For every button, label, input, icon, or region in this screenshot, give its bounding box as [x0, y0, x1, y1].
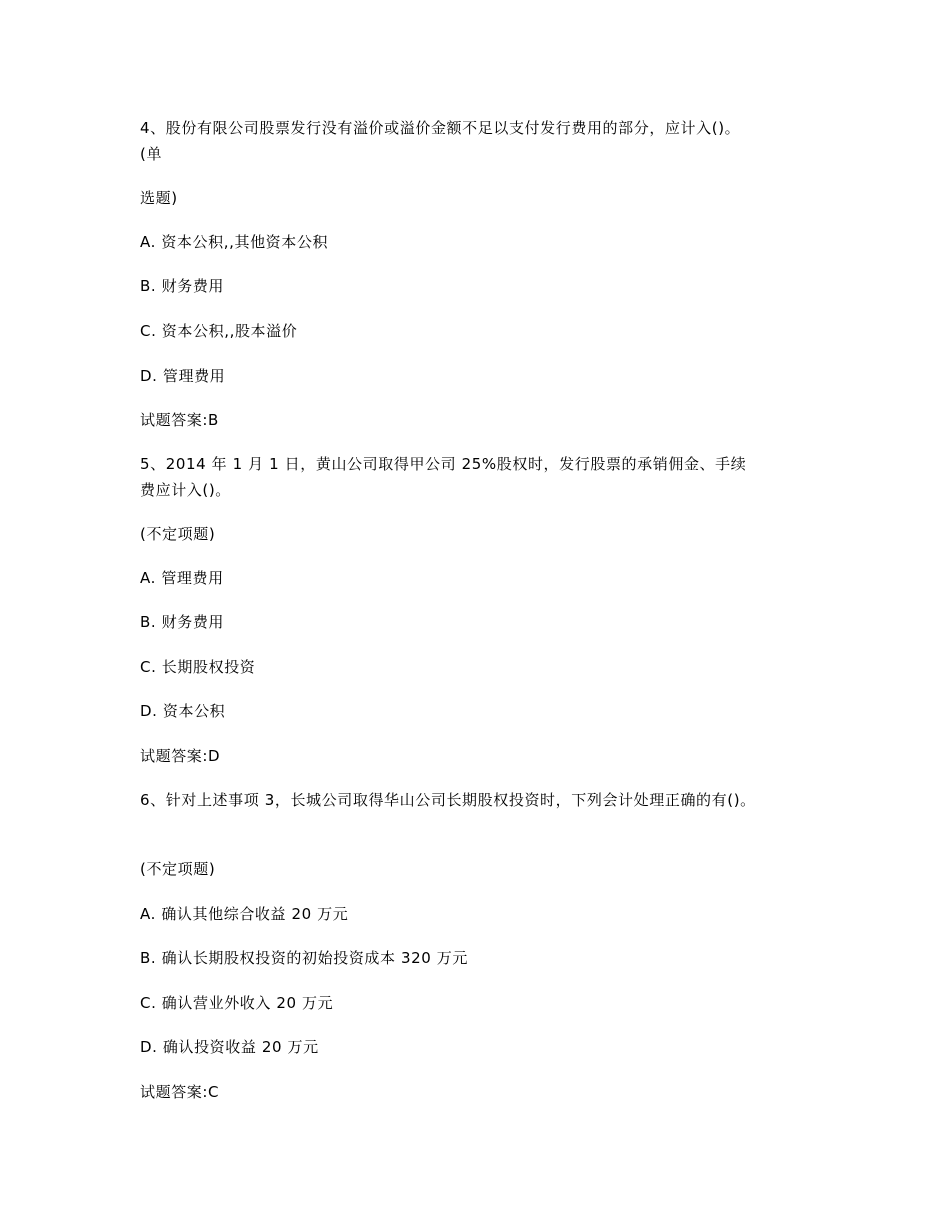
question-4-option-b: B. 财务费用 [140, 277, 225, 295]
question-4-stem-line2: (单 [140, 145, 163, 163]
question-6-option-a: A. 确认其他综合收益 20 万元 [140, 905, 349, 923]
question-4-option-a: A. 资本公积,,其他资本公积 [140, 233, 329, 251]
question-4-type-label: 选题) [140, 189, 178, 207]
question-5-type-label: (不定项题) [140, 525, 216, 543]
question-6-option-c: C. 确认营业外收入 20 万元 [140, 994, 334, 1012]
question-6-option-b: B. 确认长期股权投资的初始投资成本 320 万元 [140, 949, 468, 967]
question-4-option-c: C. 资本公积,,股本溢价 [140, 322, 298, 340]
question-5-answer: 试题答案:D [140, 747, 221, 765]
question-6-stem-line1: 6、针对上述事项 3，长城公司取得华山公司长期股权投资时，下列会计处理正确的有()。 [140, 791, 756, 809]
question-5-option-d: D. 资本公积 [140, 702, 226, 720]
question-5-option-b: B. 财务费用 [140, 613, 225, 631]
question-6-option-d: D. 确认投资收益 20 万元 [140, 1038, 319, 1056]
question-6-answer: 试题答案:C [140, 1083, 220, 1101]
question-4-answer: 试题答案:B [140, 411, 219, 429]
question-4-option-d: D. 管理费用 [140, 367, 226, 385]
question-5-stem-line1: 5、2014 年 1 月 1 日，黄山公司取得甲公司 25%股权时，发行股票的承销佣金、手续 [140, 455, 747, 473]
question-5-option-a: A. 管理费用 [140, 569, 224, 587]
question-5-stem-line2: 费应计入()。 [140, 481, 231, 499]
question-5-option-c: C. 长期股权投资 [140, 658, 256, 676]
question-4-stem-line1: 4、股份有限公司股票发行没有溢价或溢价金额不足以支付发行费用的部分，应计入()。 [140, 119, 741, 137]
question-6-type-label: (不定项题) [140, 860, 216, 878]
